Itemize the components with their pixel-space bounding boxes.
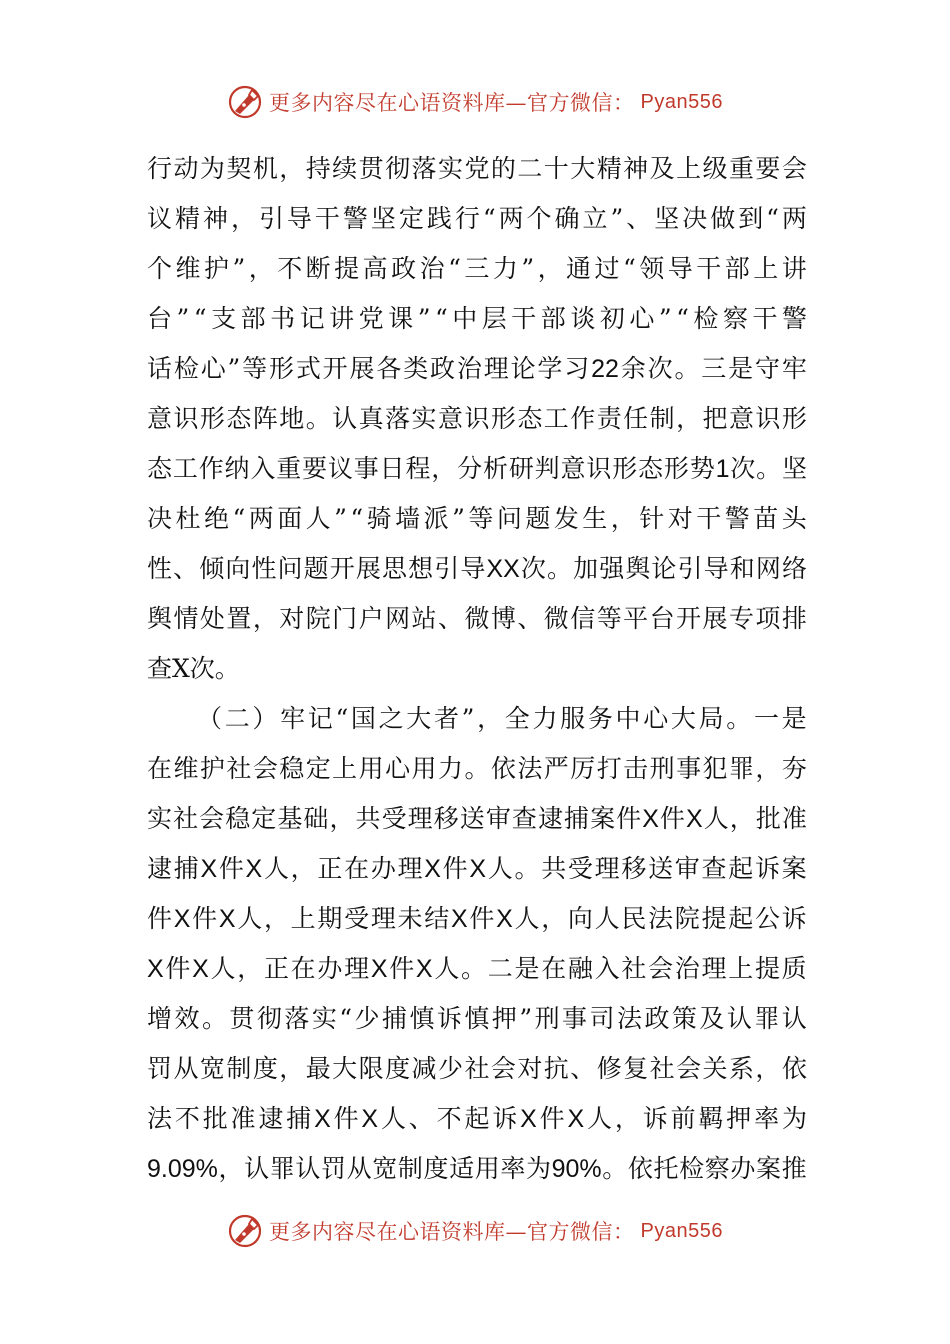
text-line: 增 效 。 贯 彻 落 实 “ 少 捕 慎 诉 慎 押 ” 刑 事 司 法 政 策 及 认 罪 认 [147, 1004, 807, 1033]
text-line: 法 不 批 准 逮 捕 X 件 X 人 、 不 起 诉 X 件 X 人 ， 诉 前 羁 押 率 为 [147, 1104, 807, 1133]
banner-text: 更多内容尽在心语资料库—官方微信： [269, 1220, 635, 1244]
text-line: 议 精 神 ， 引 导 干 警 坚 定 践 行 “ 两 个 确 立 ” 、 坚 决 做 到 “ 两 [147, 204, 807, 233]
text-line: 逮 捕 X 件 X 人 ， 正 在 办 理 X 件 X 人 。 共 受 理 移 送 审 查 起 诉 案 [147, 854, 807, 883]
pen-nib-circle-icon [227, 84, 263, 120]
text-line: 9.09% ， 认 罪 认 罚 从 宽 制 度 适 用 率 为 90% 。 依 托 检 察 办 案 推 [147, 1154, 807, 1183]
banner-wechat-id: Pyan556 [640, 1219, 723, 1242]
text-line: 个 维 护 ” ， 不 断 提 高 政 治 “ 三 力 ” ， 通 过 “ 领 导 干 部 上 讲 [147, 254, 807, 283]
document-body [147, 144, 807, 1194]
text-line: X 件 X 人 ， 正 在 办 理 X 件 X 人 。 二 是 在 融 入 社 会 治 理 上 提 质 [147, 954, 807, 983]
text-line: 意 识 形 态 阵 地 。 认 真 落 实 意 识 形 态 工 作 责 任 制 ， 把 意 识 形 [147, 404, 807, 433]
text-line: 态 工 作 纳 入 重 要 议 事 日 程 ， 分 析 研 判 意 识 形 态 形 势 1 次 。 坚 [147, 454, 807, 483]
text-line: 实 社 会 稳 定 基 础 ， 共 受 理 移 送 审 查 逮 捕 案 件 X 件 X 人 ， 批 准 [147, 804, 807, 833]
text-line: 话 检 心 ” 等 形 式 开 展 各 类 政 治 理 论 学 习 22 余 次 。 三 是 守 牢 [147, 354, 807, 383]
text-line: 性 、 倾 向 性 问 题 开 展 思 想 引 导 XX 次 。 加 强 舆 论 引 导 和 网 络 [147, 554, 807, 583]
text-line: （ 二 ） 牢 记 “ 国 之 大 者 ” ， 全 力 服 务 中 心 大 局 。 一 是 [197, 704, 807, 733]
text-line: 件 X 件 X 人 ， 上 期 受 理 未 结 X 件 X 人 ， 向 人 民 法 院 提 起 公 诉 [147, 904, 807, 933]
pen-nib-circle-icon [227, 1213, 263, 1249]
text-line: 台 ” “ 支 部 书 记 讲 党 课 ” “ 中 层 干 部 谈 初 心 ” “ 检 察 干 警 [147, 304, 807, 333]
header-banner [0, 80, 950, 124]
text-line: 舆 情 处 置 ， 对 院 门 户 网 站 、 微 博 、 微 信 等 平 台 开 展 专 项 排 [147, 604, 807, 633]
footer-banner [0, 1209, 950, 1253]
text-line: 查X次。 [147, 654, 240, 683]
text-line: 罚 从 宽 制 度 ， 最 大 限 度 减 少 社 会 对 抗 、 修 复 社 会 关 系 ， 依 [147, 1054, 807, 1083]
banner-wechat-id: Pyan556 [640, 90, 723, 113]
banner-text: 更多内容尽在心语资料库—官方微信： [269, 91, 635, 115]
text-line: 在 维 护 社 会 稳 定 上 用 心 用 力 。 依 法 严 厉 打 击 刑 事 犯 罪 ， 夯 [147, 754, 807, 783]
text-line: 决 杜 绝 “ 两 面 人 ” “ 骑 墙 派 ” 等 问 题 发 生 ， 针 对 干 警 苗 头 [147, 504, 807, 533]
text-line: 行 动 为 契 机 ， 持 续 贯 彻 落 实 党 的 二 十 大 精 神 及 上 级 重 要 会 [147, 154, 807, 183]
